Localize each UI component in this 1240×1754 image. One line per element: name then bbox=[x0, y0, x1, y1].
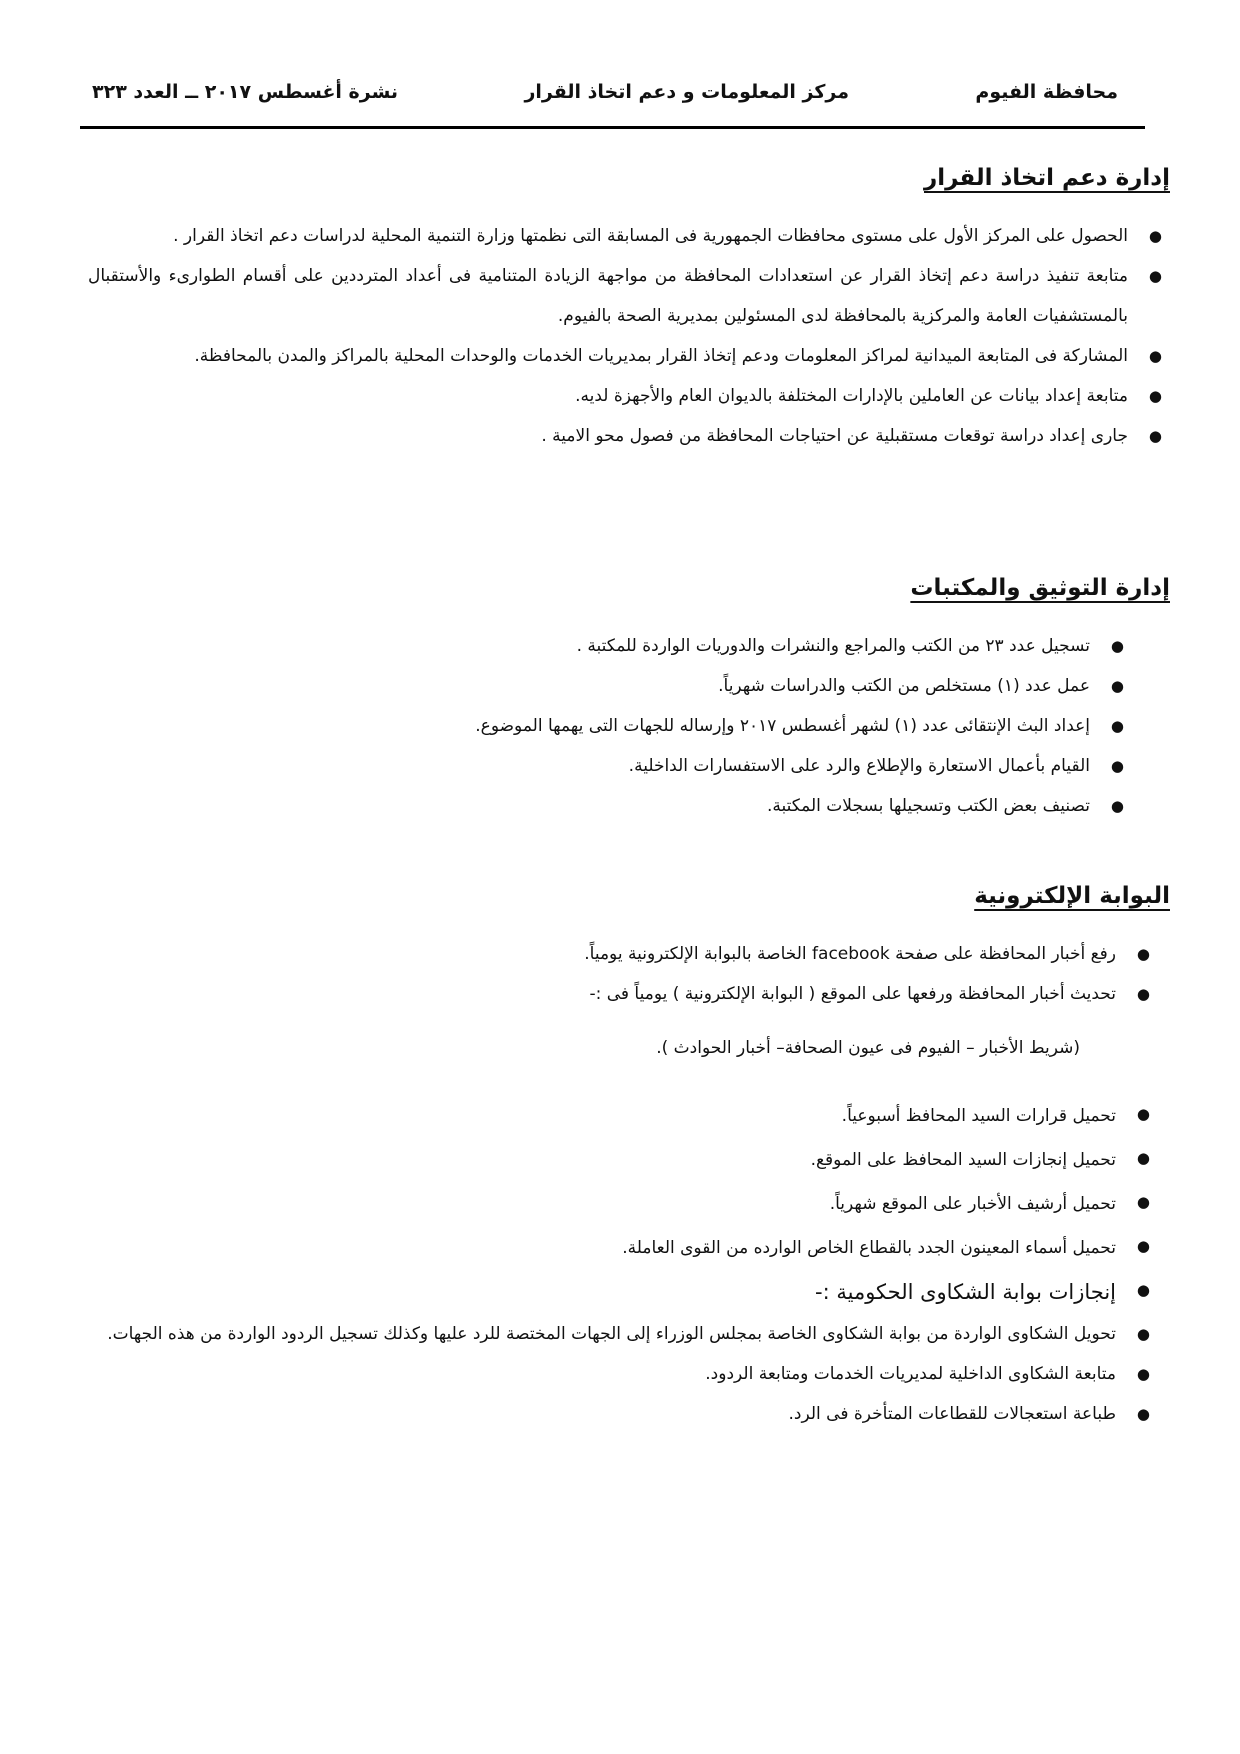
page-header bbox=[92, 72, 1118, 112]
header-center: مركز المعلومات و دعم اتخاذ القرار bbox=[524, 81, 850, 103]
list-item: ● متابعة إعداد بيانات عن العاملين بالإدارات المختلفة بالديوان العام والأجهزة لديه. bbox=[88, 376, 1170, 416]
list-item: ● طباعة استعجالات للقطاعات المتأخرة فى الرد. bbox=[88, 1394, 1158, 1434]
header-governorate: محافظة الفيوم bbox=[975, 81, 1118, 103]
bullet-icon: ● bbox=[1110, 717, 1124, 735]
list-item: ● تحميل إنجازات السيد المحافظ على الموقع. bbox=[88, 1138, 1158, 1182]
section-title: البوابة الإلكترونية bbox=[974, 883, 1170, 909]
list-item: ● عمل عدد (١) مستخلص من الكتب والدراسات شهرياً. bbox=[88, 666, 1132, 706]
list-item-complaints-title: ● إنجازات بوابة الشكاوى الحكومية :- bbox=[88, 1270, 1158, 1314]
bullet-icon: ● bbox=[1136, 1365, 1150, 1383]
header-issue: نشرة أغسطس ٢٠١٧ ــ العدد ٣٢٣ bbox=[92, 81, 399, 103]
list-item: ● تحميل أسماء المعينون الجدد بالقطاع الخاص الوارده من القوى العاملة. bbox=[88, 1226, 1158, 1270]
bullet-icon: ● bbox=[1110, 637, 1124, 655]
bullet-icon: ● bbox=[1110, 797, 1124, 815]
bullet-icon: ● bbox=[1148, 347, 1162, 365]
list-item: ● الحصول على المركز الأول على مستوى محافظات الجمهورية فى المسابقة التى نظمتها وزارة التنمية المحلية لدراسات دعم اتخاذ القرار . bbox=[88, 216, 1170, 256]
list-item: ● تصنيف بعض الكتب وتسجيلها بسجلات المكتبة. bbox=[88, 786, 1132, 826]
bullet-icon: ● bbox=[1136, 1281, 1150, 1299]
section-list bbox=[88, 626, 1170, 826]
bullet-icon: ● bbox=[1148, 227, 1162, 245]
section-list bbox=[88, 934, 1170, 1014]
list-item: ● تسجيل عدد ٢٣ من الكتب والمراجع والنشرات والدوريات الواردة للمكتبة . bbox=[88, 626, 1132, 666]
bullet-icon: ● bbox=[1148, 427, 1162, 445]
bullet-icon: ● bbox=[1136, 945, 1150, 963]
list-item: ● متابعة تنفيذ دراسة دعم إتخاذ القرار عن استعدادات المحافظة من مواجهة الزيادة المتنامية فى أعداد المترددين على أقسام الطوارىء والأستقبال بالمستشفيات العامة والمركزية بالمحافظة لدى المسئولين بمديرية الصحة بالفيوم. bbox=[88, 256, 1170, 336]
section-title: إدارة دعم اتخاذ القرار bbox=[923, 165, 1170, 191]
section-documentation-libraries bbox=[88, 572, 1170, 826]
list-item: ● تحديث أخبار المحافظة ورفعها على الموقع ( البوابة الإلكترونية ) يومياً فى :- bbox=[88, 974, 1158, 1014]
list-item: ● جارى إعداد دراسة توقعات مستقبلية عن احتياجات المحافظة من فصول محو الامية . bbox=[88, 416, 1170, 456]
bullet-icon: ● bbox=[1136, 1149, 1150, 1167]
section-title: إدارة التوثيق والمكتبات bbox=[910, 575, 1170, 601]
section-list bbox=[88, 1094, 1170, 1434]
bullet-icon: ● bbox=[1110, 757, 1124, 775]
section-decision-support bbox=[88, 162, 1170, 456]
section-list bbox=[88, 216, 1170, 456]
list-item: ● المشاركة فى المتابعة الميدانية لمراكز المعلومات ودعم إتخاذ القرار بمديريات الخدمات والوحدات المحلية بالمراكز والمدن بالمحافظة. bbox=[88, 336, 1170, 376]
section-e-portal bbox=[88, 880, 1170, 1434]
bullet-icon: ● bbox=[1136, 1193, 1150, 1211]
news-sections-note: (شريط الأخبار – الفيوم فى عيون الصحافة– أخبار الحوادث ). bbox=[656, 1038, 1080, 1058]
header-divider bbox=[80, 126, 1145, 129]
bullet-icon: ● bbox=[1148, 267, 1162, 285]
list-item: ● إعداد البث الإنتقائى عدد (١) لشهر أغسطس ٢٠١٧ وإرساله للجهات التى يهمها الموضوع. bbox=[88, 706, 1132, 746]
list-item: ● القيام بأعمال الاستعارة والإطلاع والرد على الاستفسارات الداخلية. bbox=[88, 746, 1132, 786]
bullet-icon: ● bbox=[1136, 1325, 1150, 1343]
list-item: ● تحويل الشكاوى الواردة من بوابة الشكاوى الخاصة بمجلس الوزراء إلى الجهات المختصة للرد عليها وكذلك تسجيل الردود الواردة من هذه الجهات. bbox=[88, 1314, 1158, 1354]
bullet-icon: ● bbox=[1136, 1105, 1150, 1123]
list-item: ● متابعة الشكاوى الداخلية لمديريات الخدمات ومتابعة الردود. bbox=[88, 1354, 1158, 1394]
list-item: ● تحميل أرشيف الأخبار على الموقع شهرياً. bbox=[88, 1182, 1158, 1226]
list-item: ● تحميل قرارات السيد المحافظ أسبوعياً. bbox=[88, 1094, 1158, 1138]
list-item: ● رفع أخبار المحافظة على صفحة facebook الخاصة بالبوابة الإلكترونية يومياً. bbox=[88, 934, 1158, 974]
bullet-icon: ● bbox=[1110, 677, 1124, 695]
bullet-icon: ● bbox=[1136, 1237, 1150, 1255]
bullet-icon: ● bbox=[1148, 387, 1162, 405]
bullet-icon: ● bbox=[1136, 985, 1150, 1003]
bullet-icon: ● bbox=[1136, 1405, 1150, 1423]
